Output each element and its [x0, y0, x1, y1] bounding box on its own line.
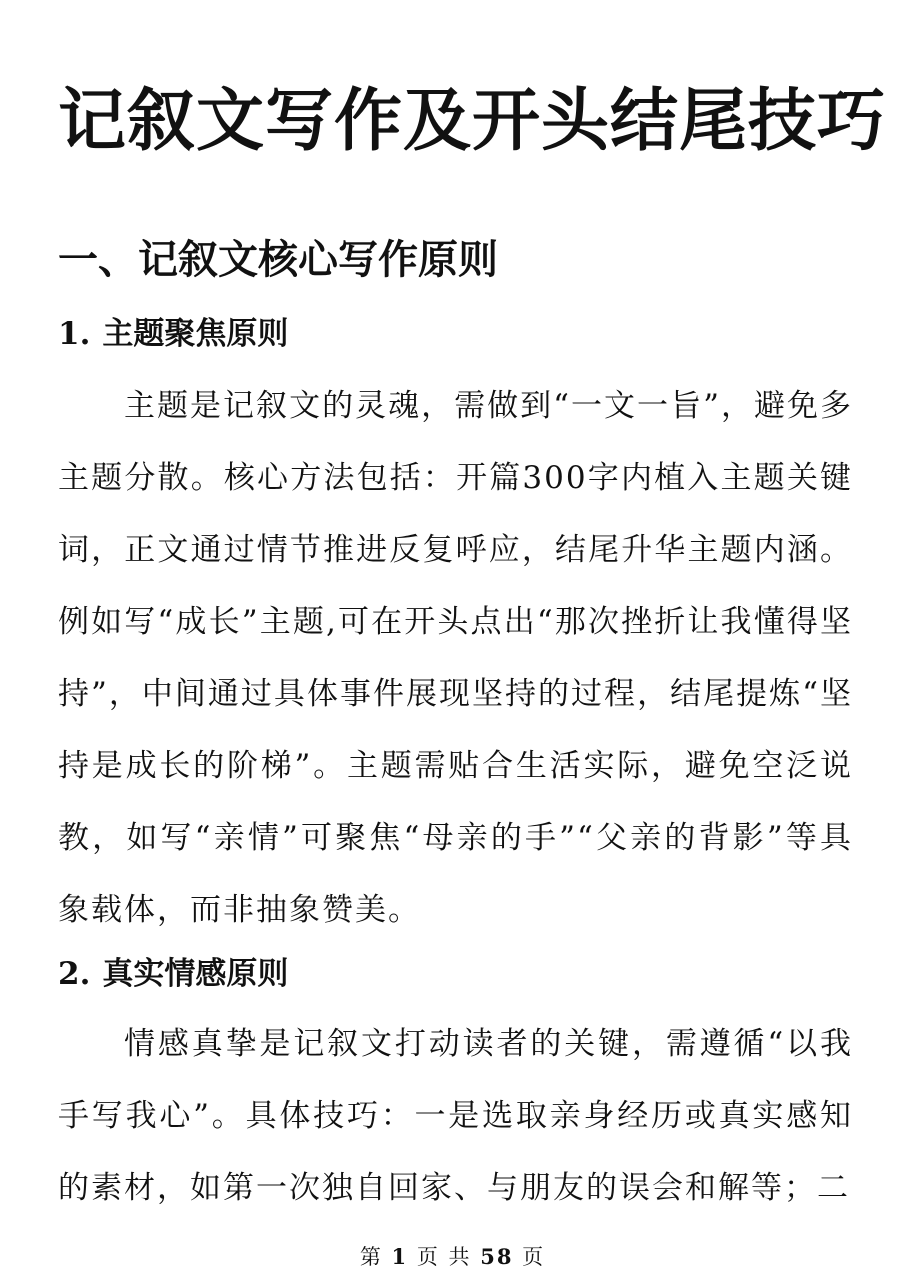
paragraph: 主题是记叙文的灵魂，需做到“一文一旨”，避免多主题分散。核心方法包括：开篇300字内植入主题关键词，正文通过情节推进反复呼应，结尾升华主题内涵。例如写“成长”主题,可在开头点出“那次挫折让我懂得坚持”，中间通过具体事件展现坚持的过程，结尾提炼“坚持是成长的阶梯”。主题需贴合生活实际，避免空泛说教，如写“亲情”可聚焦“母亲的手”“父亲的背影”等具象载体，而非抽象赞美。 [58, 388, 853, 928]
total-pages: 58 [480, 1244, 514, 1269]
subsection-number: 1. [58, 316, 91, 352]
subsection-title: 真实情感原则 [102, 956, 289, 992]
footer-suffix: 页 [522, 1245, 546, 1269]
subsection-title: 主题聚焦原则 [102, 316, 289, 352]
subsection-number: 2. [58, 956, 91, 992]
page-footer [0, 1243, 905, 1271]
paragraph: 情感真挚是记叙文打动读者的关键，需遵循“以我手写我心”。具体技巧：一是选取亲身经历或真实感知的素材，如第一次独自回家、与朋友的误会和解等；二 [58, 1026, 853, 1206]
footer-middle: 页 共 [416, 1245, 472, 1269]
page-number: 1 [391, 1244, 409, 1269]
subsection-heading [58, 952, 288, 996]
subsection-heading [58, 312, 288, 356]
footer-prefix: 第 [359, 1245, 383, 1269]
document-title: 记叙文写作及开头结尾技巧 [58, 82, 887, 161]
section-heading: 一、记叙文核心写作原则 [58, 237, 498, 283]
